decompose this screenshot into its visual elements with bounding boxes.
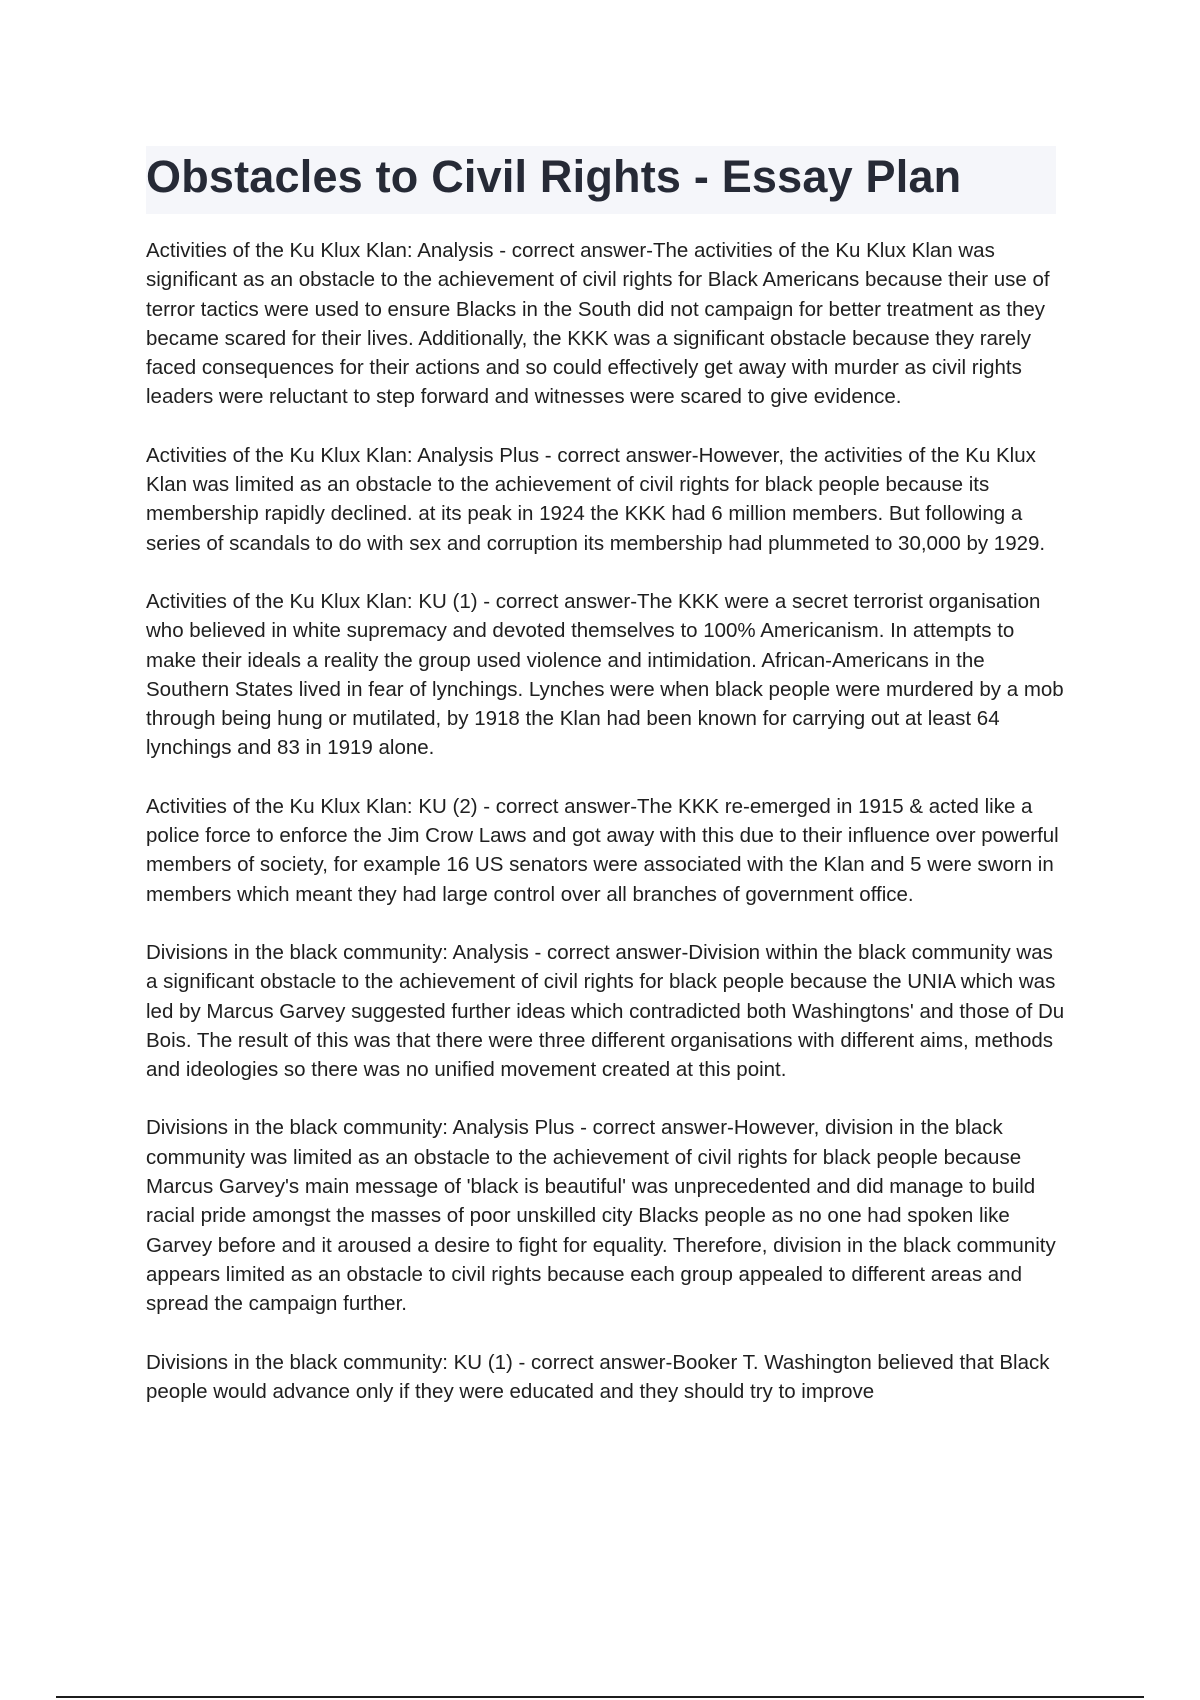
title-band	[146, 146, 1056, 214]
paragraph-kkk-ku-2: Activities of the Ku Klux Klan: KU (2) - correct answer-The KKK re-emerged in 1915 & acted like a police force to enforce the Jim Crow Laws and got away with this due to their influence over powerful members of society, for example 16 US senators were associated with the Klan and 5 were sworn in members which meant they had large control over all branches of government office.	[146, 794, 1059, 906]
essay-body	[146, 236, 1066, 1406]
paragraph-divisions-analysis: Divisions in the black community: Analysis - correct answer-Division within the black community was a significant obstacle to the achievement of civil rights for black people because the UNIA which was led by Marcus Garvey suggested further ideas which contradicted both Washingtons' and those of Du Bois. The result of this was that there were three different organisations with different aims, methods and ideologies so there was no unified movement created at this point.	[146, 940, 1065, 1082]
page-bottom-divider	[56, 1696, 1144, 1698]
paragraph-kkk-ku-1: Activities of the Ku Klux Klan: KU (1) - correct answer-The KKK were a secret terrorist organisation who believed in white supremacy and devoted themselves to 100% Americanism. In attempts to make their ideals a reality the group used violence and intimidation. African-Americans in the Southern States lived in fear of lynchings. Lynches were when black people were murdered by a mob through being hung or mutilated, by 1918 the Klan had been known for carrying out at least 64 lynchings and 83 in 1919 alone.	[146, 589, 1064, 760]
paragraph-divisions-ku-1: Divisions in the black community: KU (1) - correct answer-Booker T. Washington believed that Black people would advance only if they were educated and they should try to improve	[146, 1350, 1050, 1403]
paragraph-kkk-analysis-plus: Activities of the Ku Klux Klan: Analysis Plus - correct answer-However, the activities of the Ku Klux Klan was limited as an obstacle to the achievement of civil rights for black people because its membership rapidly declined. at its peak in 1924 the KKK had 6 million members. But following a series of scandals to do with sex and corruption its membership had plummeted to 30,000 by 1929.	[146, 443, 1046, 555]
paragraph-divisions-analysis-plus: Divisions in the black community: Analysis Plus - correct answer-However, division in the black community was limited as an obstacle to the achievement of civil rights for black people because Marcus Garvey's main message of 'black is beautiful' was unprecedented and did manage to build racial pride amongst the masses of poor unskilled city Blacks people as no one had spoken like Garvey before and it aroused a desire to fight for equality. Therefore, division in the black community appears limited as an obstacle to civil rights because each group appealed to different areas and spread the campaign further.	[146, 1116, 1056, 1316]
paragraph-kkk-analysis: Activities of the Ku Klux Klan: Analysis - correct answer-The activities of the Ku Klux Klan was significant as an obstacle to the achievement of civil rights for Black Americans because their use of terror tactics were used to ensure Blacks in the South did not campaign for better treatment as they became scared for their lives. Additionally, the KKK was a significant obstacle because they rarely faced consequences for their actions and so could effectively get away with murder as civil rights leaders were reluctant to step forward and witnesses were scared to give evidence.	[146, 239, 1050, 409]
page-title: Obstacles to Civil Rights - Essay Plan	[146, 151, 962, 202]
